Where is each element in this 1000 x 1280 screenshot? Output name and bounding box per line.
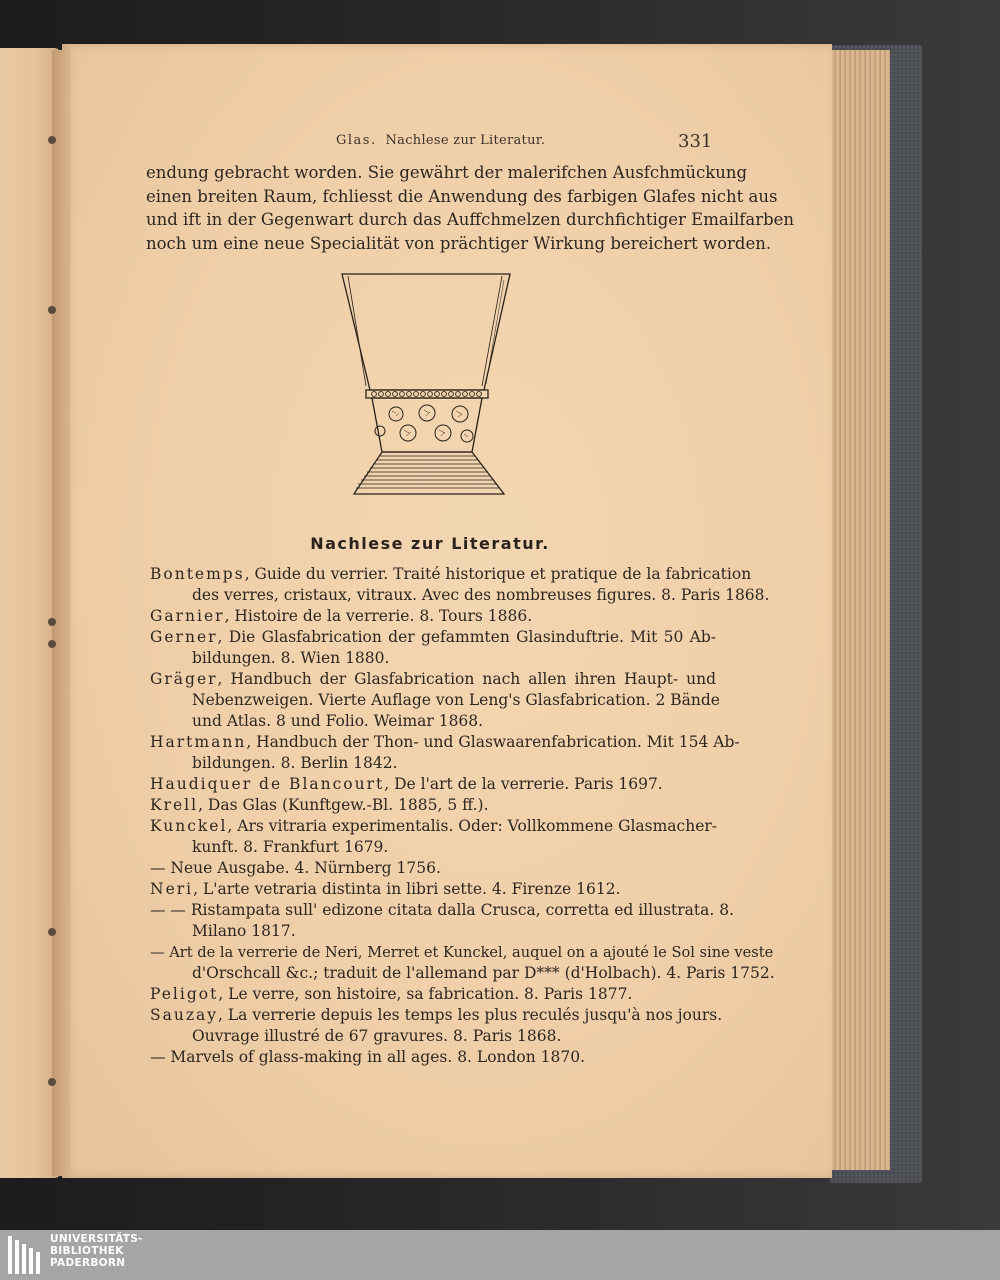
page-edges — [822, 50, 890, 1170]
entry-author: Neri — [150, 880, 194, 898]
page-number: 331 — [678, 131, 713, 152]
beaker-glass-illustration — [336, 266, 516, 498]
binding-hole — [48, 640, 56, 648]
entry-line: Gerner, Die Glasfabrication der gefammten Glasinduftrie. Mit 50 Ab- — [150, 628, 716, 646]
entry-line: Krell, Das Glas (Kunftgew.-Bl. 1885, 5 ff.). — [150, 796, 489, 814]
entry-line: — Art de la verrerie de Neri, Merret et Kunckel, auquel on a ajouté le Sol sine veste — [150, 944, 774, 961]
entry-line: Kunckel, Ars vitraria experimentalis. Oder: Vollkommene Glasmacher- — [150, 817, 718, 835]
bibliography-entry — [150, 816, 716, 858]
library-logo-text — [50, 1233, 143, 1269]
bibliography-entry — [150, 858, 716, 879]
entry-line: bildungen. 8. Wien 1880. — [192, 649, 390, 667]
binding-hole — [48, 306, 56, 314]
binding-hole — [48, 1078, 56, 1086]
logo-line: BIBLIOTHEK — [50, 1245, 124, 1257]
entry-line: — Neue Ausgabe. 4. Nürnberg 1756. — [150, 859, 441, 877]
bibliography-entry — [150, 564, 770, 606]
paragraph-line: noch um eine neue Specialität von prächtiger Wirkung bereichert worden. — [146, 233, 772, 253]
bibliography-entry — [150, 606, 716, 627]
entry-author: Bontemps — [150, 565, 245, 583]
footer-bar — [0, 1230, 1000, 1280]
entry-line: — — Ristampata sull' edizone citata dalla Crusca, corretta ed illustrata. 8. — [150, 901, 735, 919]
bibliography-entry — [150, 732, 740, 774]
entry-line: bildungen. 8. Berlin 1842. — [192, 754, 398, 772]
bibliography-entry — [150, 879, 716, 900]
entry-line: Garnier, Histoire de la verrerie. 8. Tours 1886. — [150, 607, 533, 625]
bibliography-entry — [150, 795, 716, 816]
entry-author: Kunckel — [150, 817, 228, 835]
entry-author: Gräger — [150, 670, 218, 688]
gutter — [52, 50, 70, 1176]
paragraph-line: einen breiten Raum, fchliesst die Anwendung des farbigen Glafes nicht aus — [146, 186, 778, 206]
logo-line: UNIVERSITÄTS- — [50, 1233, 143, 1245]
bibliography-entry — [150, 774, 716, 795]
entry-line: Peligot, Le verre, son histoire, sa fabrication. 8. Paris 1877. — [150, 985, 633, 1003]
entry-line: kunft. 8. Frankfurt 1679. — [192, 838, 389, 856]
bibliography-entry — [150, 900, 735, 942]
entry-line: Gräger, Handbuch der Glasfabrication nach allen ihren Haupt- und — [150, 670, 716, 688]
entry-line: Nebenzweigen. Vierte Auflage von Leng's Glasfabrication. 2 Bände — [192, 691, 720, 709]
entry-author: Garnier — [150, 607, 225, 625]
entry-line: und Atlas. 8 und Folio. Weimar 1868. — [192, 712, 484, 730]
entry-author: Sauzay — [150, 1006, 219, 1024]
running-head — [336, 133, 545, 148]
running-head-title: Nachlese zur Literatur. — [385, 133, 546, 148]
entry-line: Ouvrage illustré de 67 gravures. 8. Paris 1868. — [192, 1027, 562, 1045]
entry-line: Bontemps, Guide du verrier. Traité historique et pratique de la fabrication — [150, 565, 752, 583]
bibliography-entry — [150, 1047, 716, 1068]
running-head-prefix: Glas. — [336, 133, 377, 148]
paragraph-line: endung gebracht worden. Sie gewährt der malerifchen Ausfchmückung — [146, 163, 748, 182]
entry-author: Hartmann — [150, 733, 247, 751]
bibliography-entry — [150, 942, 775, 984]
entry-line: Hartmann, Handbuch der Thon- und Glaswaarenfabrication. Mit 154 Ab- — [150, 733, 740, 751]
bibliography-list — [150, 564, 775, 1068]
entry-line: Milano 1817. — [192, 922, 296, 940]
entry-line: des verres, cristaux, vitraux. Avec des nombreuses figures. 8. Paris 1868. — [192, 586, 770, 604]
binding-hole — [48, 928, 56, 936]
entry-author: Gerner — [150, 628, 218, 646]
entry-line: d'Orschcall &c.; traduit de l'allemand par D*** (d'Holbach). 4. Paris 1752. — [192, 964, 775, 982]
bibliography-entry — [150, 627, 716, 669]
logo-line: PADERBORN — [50, 1257, 126, 1269]
bibliography-entry — [150, 1005, 723, 1047]
library-logo-icon — [6, 1234, 42, 1276]
binding-hole — [48, 136, 56, 144]
entry-line: Neri, L'arte vetraria distinta in libri sette. 4. Firenze 1612. — [150, 880, 621, 898]
entry-author: Krell — [150, 796, 199, 814]
entry-author: Haudiquer de Blancourt — [150, 775, 385, 793]
entry-line: Sauzay, La verrerie depuis les temps les plus reculés jusqu'à nos jours. — [150, 1006, 723, 1024]
bibliography-entry — [150, 984, 716, 1005]
section-title: Nachlese zur Literatur. — [310, 534, 550, 553]
body-paragraph — [146, 161, 795, 255]
entry-line: — Marvels of glass-making in all ages. 8. London 1870. — [150, 1048, 586, 1066]
binding-hole — [48, 618, 56, 626]
entry-line: Haudiquer de Blancourt, De l'art de la verrerie. Paris 1697. — [150, 775, 663, 793]
bibliography-entry — [150, 669, 720, 732]
entry-author: Peligot — [150, 985, 219, 1003]
paragraph-line: und ift in der Gegenwart durch das Auffchmelzen durchfichtiger Emailfarben — [146, 210, 795, 229]
